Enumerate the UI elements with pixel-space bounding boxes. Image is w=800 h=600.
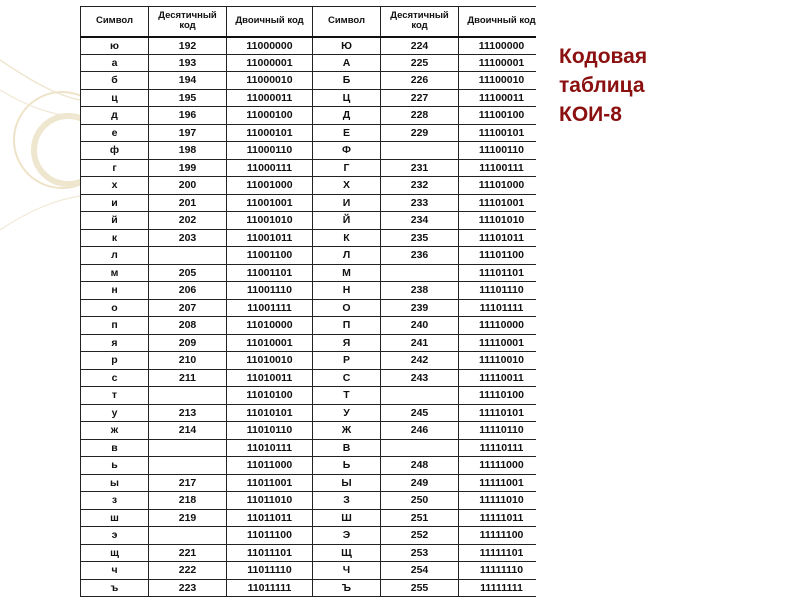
symbol-cell: у xyxy=(81,404,149,422)
binary-cell: 11100111 xyxy=(459,159,537,177)
table-row xyxy=(81,107,537,125)
binary-cell: 11110010 xyxy=(459,352,537,370)
binary-cell: 11011011 xyxy=(227,509,313,527)
binary-cell: 11010001 xyxy=(227,334,313,352)
binary-cell: 11101101 xyxy=(459,264,537,282)
binary-cell: 11001000 xyxy=(227,177,313,195)
binary-cell: 11010101 xyxy=(227,404,313,422)
header-symbol: Символ xyxy=(313,7,381,37)
table-row xyxy=(81,299,537,317)
symbol-cell: т xyxy=(81,387,149,405)
binary-cell: 11111010 xyxy=(459,492,537,510)
table-row xyxy=(81,264,537,282)
decimal-cell: 205 xyxy=(149,264,227,282)
symbol-cell: А xyxy=(313,54,381,72)
symbol-cell: л xyxy=(81,247,149,265)
binary-cell: 11000011 xyxy=(227,89,313,107)
decimal-cell: 202 xyxy=(149,212,227,230)
binary-cell: 11100100 xyxy=(459,107,537,125)
table-row xyxy=(81,527,537,545)
decimal-cell xyxy=(149,457,227,475)
symbol-cell: ъ xyxy=(81,579,149,597)
decimal-cell: 219 xyxy=(149,509,227,527)
binary-cell: 11111001 xyxy=(459,474,537,492)
decimal-cell xyxy=(149,247,227,265)
table-row xyxy=(81,282,537,300)
binary-cell: 11000101 xyxy=(227,124,313,142)
header-symbol: Символ xyxy=(81,7,149,37)
decorative-swirl xyxy=(0,0,80,600)
symbol-cell: с xyxy=(81,369,149,387)
binary-cell: 11011000 xyxy=(227,457,313,475)
decimal-cell: 222 xyxy=(149,562,227,580)
table-row xyxy=(81,194,537,212)
symbol-cell: Б xyxy=(313,72,381,90)
decimal-cell xyxy=(149,527,227,545)
decimal-cell xyxy=(381,142,459,160)
binary-cell: 11001101 xyxy=(227,264,313,282)
table-row xyxy=(81,334,537,352)
symbol-cell: Ы xyxy=(313,474,381,492)
binary-cell: 11101010 xyxy=(459,212,537,230)
table-row xyxy=(81,54,537,72)
decimal-cell: 210 xyxy=(149,352,227,370)
decimal-cell: 203 xyxy=(149,229,227,247)
table-row xyxy=(81,457,537,475)
table-row xyxy=(81,317,537,335)
binary-cell: 11001110 xyxy=(227,282,313,300)
decimal-cell: 224 xyxy=(381,37,459,55)
symbol-cell: К xyxy=(313,229,381,247)
decimal-cell: 251 xyxy=(381,509,459,527)
symbol-cell: ч xyxy=(81,562,149,580)
symbol-cell: в xyxy=(81,439,149,457)
binary-cell: 11001001 xyxy=(227,194,313,212)
table-row xyxy=(81,492,537,510)
symbol-cell: Ч xyxy=(313,562,381,580)
decimal-cell: 225 xyxy=(381,54,459,72)
decimal-cell: 235 xyxy=(381,229,459,247)
decimal-cell: 207 xyxy=(149,299,227,317)
header-decimal: Десятичный код xyxy=(381,7,459,37)
binary-cell: 11100010 xyxy=(459,72,537,90)
decimal-cell: 221 xyxy=(149,544,227,562)
symbol-cell: Я xyxy=(313,334,381,352)
decimal-cell: 232 xyxy=(381,177,459,195)
symbol-cell: М xyxy=(313,264,381,282)
table-row xyxy=(81,474,537,492)
decimal-cell xyxy=(381,439,459,457)
binary-cell: 11110101 xyxy=(459,404,537,422)
symbol-cell: Ъ xyxy=(313,579,381,597)
symbol-cell: б xyxy=(81,72,149,90)
binary-cell: 11100101 xyxy=(459,124,537,142)
decimal-cell: 195 xyxy=(149,89,227,107)
binary-cell: 11001011 xyxy=(227,229,313,247)
binary-cell: 11000111 xyxy=(227,159,313,177)
decimal-cell: 242 xyxy=(381,352,459,370)
decimal-cell: 253 xyxy=(381,544,459,562)
symbol-cell: Э xyxy=(313,527,381,545)
binary-cell: 11101100 xyxy=(459,247,537,265)
symbol-cell: щ xyxy=(81,544,149,562)
symbol-cell: Г xyxy=(313,159,381,177)
title-line: таблица xyxy=(559,74,645,97)
binary-cell: 11000001 xyxy=(227,54,313,72)
symbol-cell: У xyxy=(313,404,381,422)
binary-cell: 11011010 xyxy=(227,492,313,510)
decimal-cell: 252 xyxy=(381,527,459,545)
binary-cell: 11000110 xyxy=(227,142,313,160)
decimal-cell: 240 xyxy=(381,317,459,335)
binary-cell: 11110011 xyxy=(459,369,537,387)
decimal-cell: 209 xyxy=(149,334,227,352)
table-row xyxy=(81,509,537,527)
symbol-cell: Щ xyxy=(313,544,381,562)
decimal-cell: 239 xyxy=(381,299,459,317)
symbol-cell: ф xyxy=(81,142,149,160)
title-line: Кодовая xyxy=(559,45,648,68)
symbol-cell: д xyxy=(81,107,149,125)
binary-cell: 11010100 xyxy=(227,387,313,405)
binary-cell: 11111100 xyxy=(459,527,537,545)
table-row xyxy=(81,422,537,440)
table-row xyxy=(81,404,537,422)
binary-cell: 11101011 xyxy=(459,229,537,247)
symbol-cell: ь xyxy=(81,457,149,475)
table-row xyxy=(81,387,537,405)
table-row xyxy=(81,544,537,562)
decimal-cell: 200 xyxy=(149,177,227,195)
binary-cell: 11100110 xyxy=(459,142,537,160)
decimal-cell: 196 xyxy=(149,107,227,125)
symbol-cell: Ю xyxy=(313,37,381,55)
binary-cell: 11010000 xyxy=(227,317,313,335)
table-row xyxy=(81,352,537,370)
table-row xyxy=(81,89,537,107)
binary-cell: 11011110 xyxy=(227,562,313,580)
table-body xyxy=(81,37,537,597)
binary-cell: 11001010 xyxy=(227,212,313,230)
decimal-cell: 208 xyxy=(149,317,227,335)
decimal-cell xyxy=(381,387,459,405)
symbol-cell: С xyxy=(313,369,381,387)
decimal-cell: 245 xyxy=(381,404,459,422)
symbol-cell: Ц xyxy=(313,89,381,107)
symbol-cell: Р xyxy=(313,352,381,370)
symbol-cell: Ь xyxy=(313,457,381,475)
binary-cell: 11110000 xyxy=(459,317,537,335)
symbol-cell: Е xyxy=(313,124,381,142)
header-decimal: Десятичный код xyxy=(149,7,227,37)
decimal-cell: 250 xyxy=(381,492,459,510)
symbol-cell: З xyxy=(313,492,381,510)
binary-cell: 11011111 xyxy=(227,579,313,597)
symbol-cell: ю xyxy=(81,37,149,55)
symbol-cell: Н xyxy=(313,282,381,300)
binary-cell: 11010111 xyxy=(227,439,313,457)
decimal-cell: 218 xyxy=(149,492,227,510)
binary-cell: 11011101 xyxy=(227,544,313,562)
binary-cell: 11111110 xyxy=(459,562,537,580)
symbol-cell: Х xyxy=(313,177,381,195)
symbol-cell: О xyxy=(313,299,381,317)
table-row xyxy=(81,212,537,230)
symbol-cell: В xyxy=(313,439,381,457)
table-row xyxy=(81,247,537,265)
decimal-cell: 227 xyxy=(381,89,459,107)
decimal-cell: 228 xyxy=(381,107,459,125)
decimal-cell: 193 xyxy=(149,54,227,72)
decimal-cell: 254 xyxy=(381,562,459,580)
symbol-cell: н xyxy=(81,282,149,300)
table-row xyxy=(81,124,537,142)
koi8-code-table xyxy=(80,6,536,597)
binary-cell: 11001111 xyxy=(227,299,313,317)
decimal-cell: 211 xyxy=(149,369,227,387)
table-row xyxy=(81,439,537,457)
symbol-cell: а xyxy=(81,54,149,72)
symbol-cell: и xyxy=(81,194,149,212)
binary-cell: 11110111 xyxy=(459,439,537,457)
symbol-cell: п xyxy=(81,317,149,335)
decimal-cell xyxy=(149,387,227,405)
symbol-cell: к xyxy=(81,229,149,247)
binary-cell: 11101110 xyxy=(459,282,537,300)
koi8-table-container xyxy=(80,6,536,600)
decimal-cell: 234 xyxy=(381,212,459,230)
symbol-cell: х xyxy=(81,177,149,195)
decimal-cell: 213 xyxy=(149,404,227,422)
symbol-cell: ы xyxy=(81,474,149,492)
page-title xyxy=(559,42,789,129)
table-header-row xyxy=(81,7,537,37)
symbol-cell: з xyxy=(81,492,149,510)
table-row xyxy=(81,562,537,580)
symbol-cell: Д xyxy=(313,107,381,125)
decimal-cell: 238 xyxy=(381,282,459,300)
decimal-cell: 192 xyxy=(149,37,227,55)
decimal-cell xyxy=(381,264,459,282)
symbol-cell: П xyxy=(313,317,381,335)
symbol-cell: я xyxy=(81,334,149,352)
binary-cell: 11111000 xyxy=(459,457,537,475)
decimal-cell: 217 xyxy=(149,474,227,492)
binary-cell: 11100000 xyxy=(459,37,537,55)
decimal-cell: 229 xyxy=(381,124,459,142)
binary-cell: 11110100 xyxy=(459,387,537,405)
binary-cell: 11101111 xyxy=(459,299,537,317)
symbol-cell: Л xyxy=(313,247,381,265)
header-binary: Двоичный код xyxy=(227,7,313,37)
symbol-cell: Т xyxy=(313,387,381,405)
decimal-cell: 199 xyxy=(149,159,227,177)
binary-cell: 11101001 xyxy=(459,194,537,212)
binary-cell: 11000000 xyxy=(227,37,313,55)
binary-cell: 11101000 xyxy=(459,177,537,195)
binary-cell: 11010110 xyxy=(227,422,313,440)
binary-cell: 11001100 xyxy=(227,247,313,265)
table-row xyxy=(81,579,537,597)
binary-cell: 11000010 xyxy=(227,72,313,90)
decimal-cell: 249 xyxy=(381,474,459,492)
table-row xyxy=(81,159,537,177)
decimal-cell: 246 xyxy=(381,422,459,440)
symbol-cell: Й xyxy=(313,212,381,230)
decimal-cell: 231 xyxy=(381,159,459,177)
symbol-cell: о xyxy=(81,299,149,317)
symbol-cell: И xyxy=(313,194,381,212)
table-row xyxy=(81,142,537,160)
binary-cell: 11011100 xyxy=(227,527,313,545)
decimal-cell: 201 xyxy=(149,194,227,212)
symbol-cell: р xyxy=(81,352,149,370)
decimal-cell: 241 xyxy=(381,334,459,352)
table-row xyxy=(81,72,537,90)
binary-cell: 11111111 xyxy=(459,579,537,597)
binary-cell: 11111101 xyxy=(459,544,537,562)
decimal-cell: 206 xyxy=(149,282,227,300)
binary-cell: 11010011 xyxy=(227,369,313,387)
symbol-cell: й xyxy=(81,212,149,230)
table-row xyxy=(81,177,537,195)
table-row xyxy=(81,37,537,55)
binary-cell: 11110110 xyxy=(459,422,537,440)
symbol-cell: Ш xyxy=(313,509,381,527)
symbol-cell: г xyxy=(81,159,149,177)
binary-cell: 11110001 xyxy=(459,334,537,352)
decimal-cell: 233 xyxy=(381,194,459,212)
title-line: КОИ-8 xyxy=(559,103,622,126)
decimal-cell: 198 xyxy=(149,142,227,160)
decimal-cell: 243 xyxy=(381,369,459,387)
header-binary: Двоичный код xyxy=(459,7,537,37)
symbol-cell: Ф xyxy=(313,142,381,160)
binary-cell: 11100011 xyxy=(459,89,537,107)
decimal-cell: 223 xyxy=(149,579,227,597)
symbol-cell: ц xyxy=(81,89,149,107)
binary-cell: 11000100 xyxy=(227,107,313,125)
binary-cell: 11010010 xyxy=(227,352,313,370)
symbol-cell: м xyxy=(81,264,149,282)
decimal-cell: 248 xyxy=(381,457,459,475)
binary-cell: 11111011 xyxy=(459,509,537,527)
decimal-cell: 197 xyxy=(149,124,227,142)
binary-cell: 11011001 xyxy=(227,474,313,492)
symbol-cell: Ж xyxy=(313,422,381,440)
table-row xyxy=(81,229,537,247)
symbol-cell: е xyxy=(81,124,149,142)
binary-cell: 11100001 xyxy=(459,54,537,72)
symbol-cell: э xyxy=(81,527,149,545)
decimal-cell: 214 xyxy=(149,422,227,440)
decimal-cell: 226 xyxy=(381,72,459,90)
symbol-cell: ш xyxy=(81,509,149,527)
table-row xyxy=(81,369,537,387)
symbol-cell: ж xyxy=(81,422,149,440)
decimal-cell: 236 xyxy=(381,247,459,265)
decimal-cell xyxy=(149,439,227,457)
decimal-cell: 255 xyxy=(381,579,459,597)
decimal-cell: 194 xyxy=(149,72,227,90)
